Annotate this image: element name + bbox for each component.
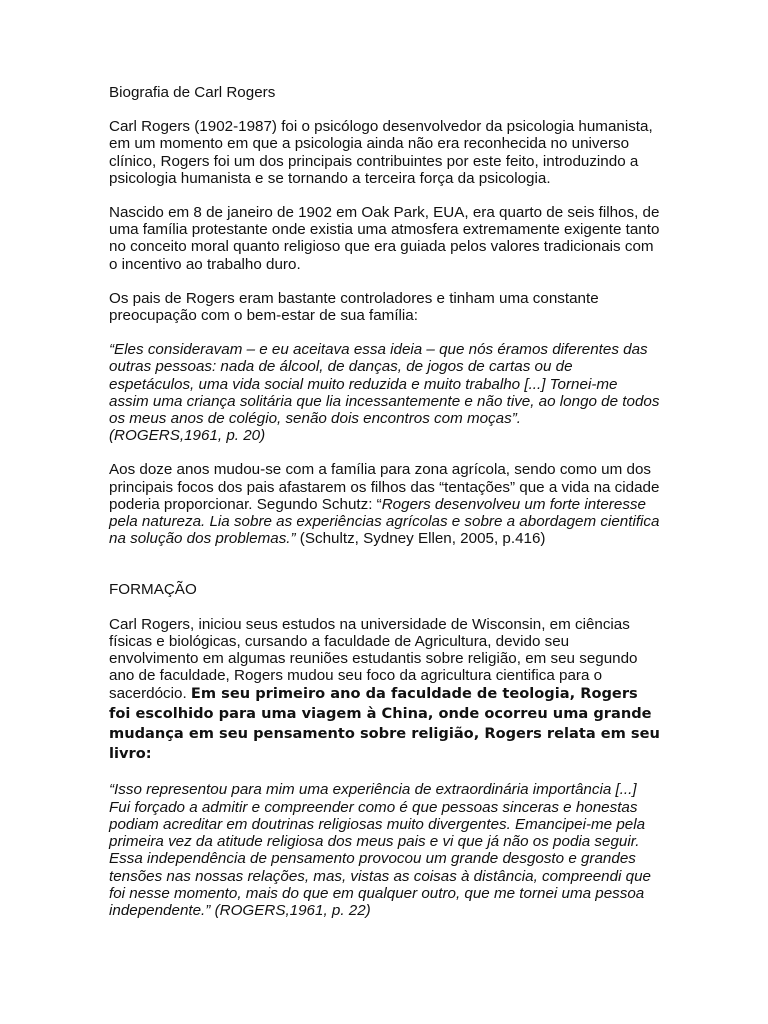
bold-emphasis: Em seu primeiro ano da faculdade de teologia, Rogers foi escolhido para uma viagem à China, onde ocorreu uma grande mudança em seu pensamento sobre religião, Rogers relata em seu livro: [109,685,660,763]
paragraph-education [109,616,661,765]
quote-text: “Eles consideravam – e eu aceitava essa ideia – que nós éramos diferentes das outras pessoas: nada de álcool, de danças, de jogos de cartas ou de espetáculos, uma vida social muito reduzida e muito trabalho [...] Tornei-me assim uma criança solitária que lia incessantemente e não tive, ao longo de todos os meus anos de colégio, senão dois encontros com moças”. [109,341,660,428]
paragraph-text: Aos doze anos mudou-se com a família para zona agrícola, sendo como um dos principais focos dos pais afastarem os filhos das “tentações” que a vida na cidade poderia proporcionar. Segundo Schutz: “ [109,461,660,513]
blank-line [109,564,661,581]
quote-text: “Isso representou para mim uma experiência de extraordinária importância [...] Fui forçado a admitir e compreender como é que pessoas sinceras e honestas podiam acreditar em doutrinas religiosas muito divergentes. Emancipei-me pela primeira vez da atitude religiosa dos meus pais e vi que já não os podia seguir. Essa independência de pensamento provocou um grande desgosto e grandes tensões nas nossas relações, mas, vistas as coisas à distância, compreendi que foi nesse momento, mais do que em qualquer outro, que me tornei uma pessoa independente.” [109,781,651,919]
section-heading: FORMAÇÃO [109,581,197,599]
document-title: Biografia de Carl Rogers [109,84,276,101]
paragraph-text: Carl Rogers, iniciou seus estudos na universidade de Wisconsin, em ciências físicas e biológicas, cursando a faculdade de Agricultura, devido seu envolvimento em algumas reuniões estudantis sobre religião, em seu segundo ano de faculdade, Rogers mudou seu foco da agricultura cientifica para o sacerdócio. [109,615,638,703]
paragraph-parents: Os pais de Rogers eram bastante controladores e tinham uma constante preocupação com o bem-estar de sua família: [109,289,599,325]
quote-citation: (ROGERS,1961, p. 20) [109,427,266,445]
document-page [109,84,661,936]
block-quote-childhood [109,341,661,444]
paragraph-rural-move [109,461,661,547]
quote-citation: (ROGERS,1961, p. 22) [210,901,371,919]
inline-quote: Rogers desenvolveu um forte interesse pela natureza. Lia sobre as experiências agrícolas e sobre a abordagem cientifica na solução dos problemas.” [109,495,660,548]
paragraph-birth: Nascido em 8 de janeiro de 1902 em Oak Park, EUA, era quarto de seis filhos, de uma família protestante onde existia uma atmosfera extremamente exigente tanto no conceito moral quanto religioso que era guiada pelos valores tradicionais com o incentivo ao trabalho duro. [109,204,660,273]
block-quote-china [109,781,661,919]
paragraph-intro: Carl Rogers (1902-1987) foi o psicólogo desenvolvedor da psicologia humanista, em um momento em que a psicologia ainda não era reconhecida no universo clínico, Rogers foi um dos principais contribuintes por este feito, introduzindo a psicologia humanista e se tornando a terceira força da psicologia. [109,118,653,187]
inline-citation: (Schultz, Sydney Ellen, 2005, p.416) [295,530,546,548]
